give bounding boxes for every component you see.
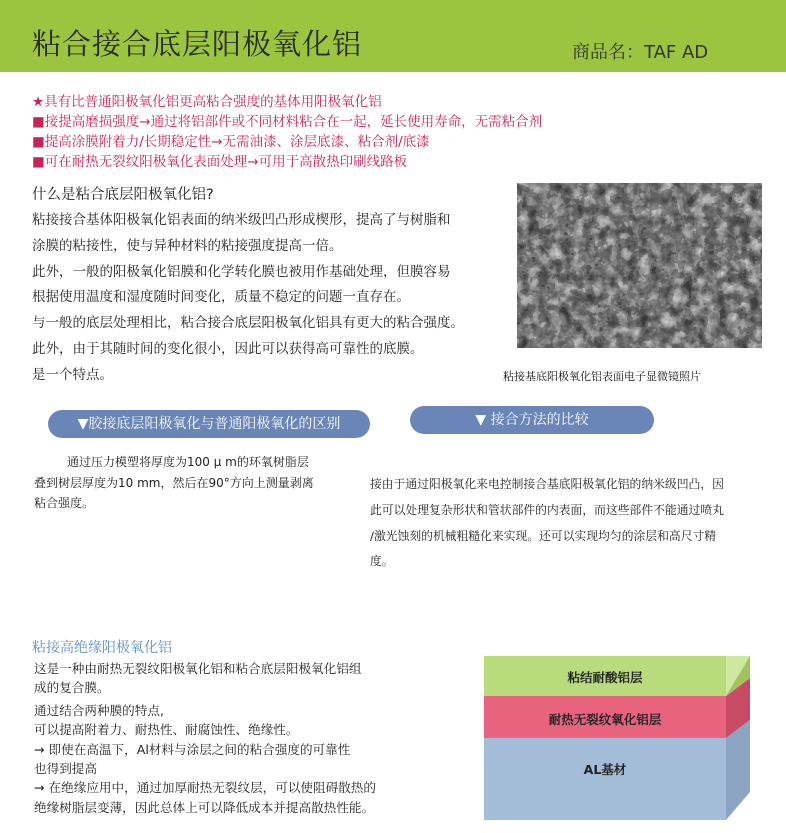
feature-item: ■接提高磨损强度→通过将铝部件或不同材料粘合在一起，延长使用寿命，无需粘合剂 (32, 114, 543, 130)
arrow-line: → 在绝缘应用中，通过加厚耐热无裂纹层，可以使阻碍散热的 (34, 780, 376, 796)
bonding-method-description (370, 472, 764, 575)
description-line: 粘合强度。 (34, 496, 95, 510)
intro-line: 成的复合膜。 (34, 680, 110, 696)
description-line: /激光蚀刻的机械粗糙化来实现。还可以实现均匀的涂层和高尺寸精 (370, 528, 717, 543)
description-line: 叠到树层厚度为10 mm，然后在90°方向上测量剥离 (34, 475, 314, 490)
paragraph-line: 粘接接合基体阳极氧化铝表面的纳米级凹凸形成楔形，提高了与树脂和 (32, 212, 451, 228)
feature-list (32, 92, 542, 172)
paragraph-line: 涂膜的粘接性，使与异种材料的粘接强度提高一倍。 (32, 237, 343, 254)
layer-label-crackfree: 耐热无裂纹氧化铝层 (548, 712, 662, 727)
description-line: 此可以处理复杂形状和管状部件的内表面，而这些部件不能通过喷丸 (370, 502, 724, 517)
arrow-line: → 即使在高温下，Al材料与涂层之间的粘合强度的可靠性 (34, 741, 351, 757)
paragraph-line: 与一般的底层处理相比，粘合接合底层阳极氧化铝具有更大的粘合强度。 (32, 315, 464, 332)
electron-microscope-photo (517, 183, 762, 348)
features-line: 通过结合两种膜的特点, (34, 702, 164, 718)
paragraph-line: 根据使用温度和湿度随时间变化，质量不稳定的问题一直存在。 (32, 289, 410, 306)
description-line: 度。 (370, 554, 394, 569)
layer-al-base (484, 738, 726, 820)
feature-item: ★具有比普通阳极氧化铝更高粘合强度的基体用阳极氧化铝 (32, 94, 382, 110)
insulation-body (34, 659, 376, 817)
photo-caption: 粘接基底阳极氧化铝表面电子显微镜照片 (503, 370, 701, 383)
difference-description (34, 452, 314, 514)
product-name: 商品名：TAF AD (572, 42, 709, 63)
intro-line: 这是一种由耐热无裂纹阳极氧化铝和粘合底层阳极氧化铝组 (34, 661, 362, 676)
layer-diagram (484, 652, 754, 820)
page-title: 粘合接合底层阳极氧化铝 (32, 27, 363, 61)
description-line: 通过压力模塑将厚度为100 μ m的环氧树脂层 (67, 455, 309, 469)
arrow-line: 也得到提高 (34, 761, 97, 777)
features-line: 可以提高附着力、耐热性、耐腐蚀性、绝缘性。 (34, 722, 299, 738)
section-title-what-is: 什么是粘合底层阳极氧化铝? (32, 187, 214, 203)
what-is-body (32, 208, 510, 389)
paragraph-line: 此外，由于其随时间的变化很小，因此可以获得高可靠性的底膜。 (32, 340, 424, 357)
tab-difference[interactable]: ▼胶接底层阳极氧化与普通阳极氧化的区别 (48, 410, 370, 438)
layer-label-al-base: AL基材 (583, 762, 627, 777)
paragraph-line: 是一个特点。 (32, 366, 113, 383)
feature-item: ■提高涂膜附着力/长期稳定性→无需油漆、涂层底漆、粘合剂/底漆 (32, 134, 430, 150)
micrograph-texture (517, 183, 762, 348)
arrow-line: 绝缘树脂层变薄，因此总体上可以降低成本并提高散热性能。 (34, 799, 375, 815)
tab-bonding-comparison[interactable]: ▼ 接合方法的比较 (410, 406, 654, 434)
layer-label-bonding: 粘结耐酸铝层 (567, 670, 643, 685)
description-line: 接由于通过阳极氧化来电控制接合基底阳极氧化铝的纳米级凹凸，因 (370, 477, 724, 491)
feature-item: ■可在耐热无裂纹阳极氧化表面处理→可用于高散热印刷线路板 (32, 154, 408, 170)
paragraph-line: 此外，一般的阳极氧化铝膜和化学转化膜也被用作基础处理，但膜容易 (32, 263, 451, 280)
section-title-insulation: 粘接高绝缘阳极氧化铝 (32, 640, 172, 656)
